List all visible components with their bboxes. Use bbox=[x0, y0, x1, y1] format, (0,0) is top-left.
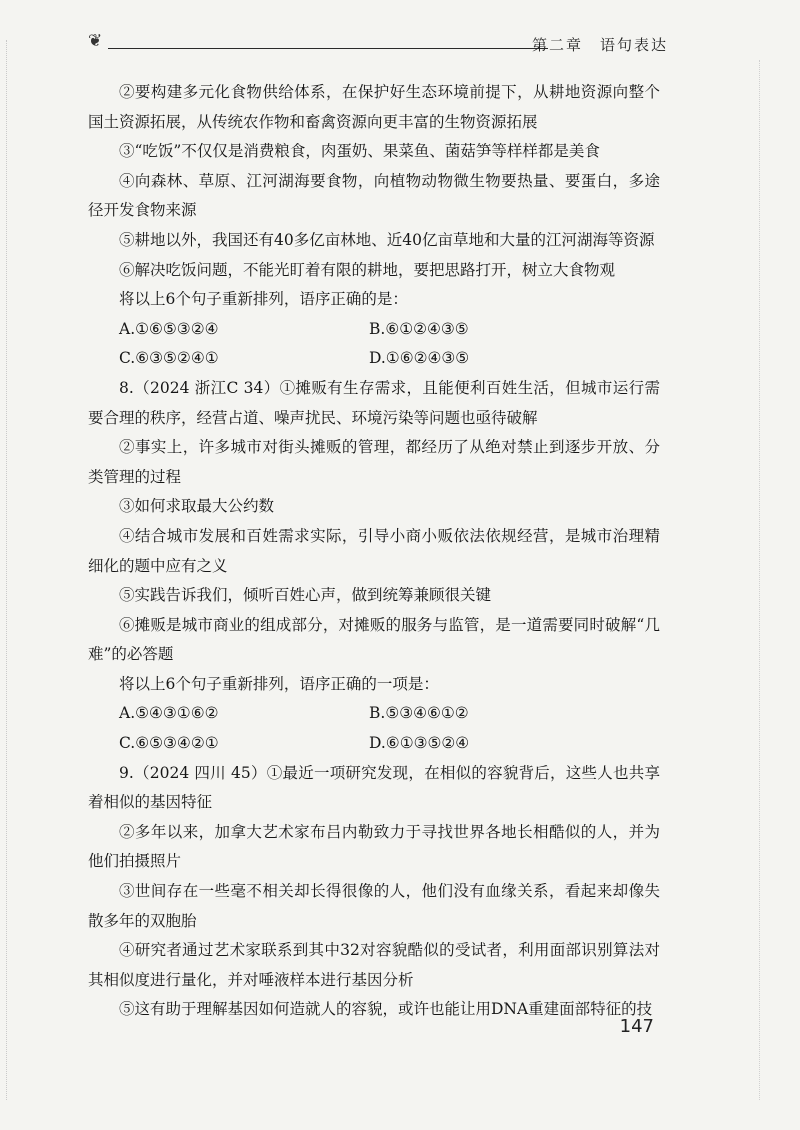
paragraph: ②事实上，许多城市对街头摊贩的管理，都经历了从绝对禁止到逐步开放、分类管理的过程 bbox=[88, 438, 660, 486]
paragraph: ④研究者通过艺术家联系到其中32对容貌酷似的受试者，利用面部识别算法对其相似度进行量化，并对唾液样本进行基因分析 bbox=[88, 941, 660, 989]
leaf-sprout-icon: ❦ bbox=[88, 31, 103, 51]
option-a: A.①⑥⑤③②④ bbox=[119, 319, 219, 338]
question-8-stem: 8.（2024 浙江C 34）①摊贩有生存需求，且能便利百姓生活，但城市运行需要合理的秩序，经营占道、噪声扰民、环境污染等问题也亟待破解 bbox=[88, 378, 660, 427]
paragraph: ⑥解决吃饭问题，不能光盯着有限的耕地，要把思路打开，树立大食物观 bbox=[119, 260, 616, 279]
paragraph: ⑤耕地以外，我国还有40多亿亩林地、近40亿亩草地和大量的江河湖海等资源 bbox=[119, 230, 655, 249]
paragraph: ③“吃饭”不仅仅是消费粮食，肉蛋奶、果菜鱼、菌菇笋等样样都是美食 bbox=[119, 142, 600, 161]
header-rule bbox=[108, 48, 548, 49]
option-a: A.⑤④③①⑥② bbox=[119, 704, 219, 723]
paragraph: ③如何求取最大公约数 bbox=[119, 497, 275, 516]
option-c: C.⑥③⑤②④① bbox=[119, 349, 219, 368]
question-prompt: 将以上6个句子重新排列，语序正确的是： bbox=[119, 290, 408, 309]
paragraph: ②要构建多元化食物供给体系，在保护好生态环境前提下，从耕地资源向整个国土资源拓展，从传统农作物和畜禽资源向更丰富的生物资源拓展 bbox=[88, 83, 660, 131]
page-body bbox=[88, 78, 660, 1025]
option-c: C.⑥⑤③④②① bbox=[119, 734, 219, 753]
paragraph: ⑥摊贩是城市商业的组成部分，对摊贩的服务与监管，是一道需要同时破解“几难”的必答题 bbox=[88, 615, 660, 664]
chapter-title: 第二章 语句表达 bbox=[531, 36, 668, 54]
option-row bbox=[88, 344, 660, 374]
page-number: 147 bbox=[619, 1016, 654, 1037]
paragraph: ⑤这有助于理解基因如何造就人的容貌，或许也能让用DNA重建面部特征的技 bbox=[119, 1000, 653, 1019]
question-9-stem: 9.（2024 四川 45）①最近一项研究发现，在相似的容貌背后，这些人也共享着相似的基因特征 bbox=[88, 763, 660, 812]
paragraph: ③世间存在一些毫不相关却长得很像的人，他们没有血缘关系，看起来却像失散多年的双胞胎 bbox=[88, 882, 660, 930]
option-d: D.①⑥②④③⑤ bbox=[369, 349, 470, 368]
option-row bbox=[88, 729, 660, 759]
option-b: B.⑤③④⑥①② bbox=[369, 704, 469, 723]
scan-edge-right bbox=[759, 60, 760, 1100]
paragraph: ④向森林、草原、江河湖海要食物，向植物动物微生物要热量、要蛋白，多途径开发食物来源 bbox=[88, 171, 660, 220]
running-header bbox=[88, 30, 668, 56]
question-prompt: 将以上6个句子重新排列，语序正确的一项是： bbox=[119, 674, 439, 693]
paragraph: ②多年以来，加拿大艺术家布吕内勒致力于寻找世界各地长相酷似的人，并为他们拍摄照片 bbox=[88, 822, 660, 871]
option-row bbox=[88, 699, 660, 729]
scan-edge-left bbox=[6, 40, 7, 1100]
paragraph: ⑤实践告诉我们，倾听百姓心声，做到统筹兼顾很关键 bbox=[119, 586, 492, 605]
option-d: D.⑥①③⑤②④ bbox=[369, 734, 470, 753]
option-row bbox=[88, 315, 660, 345]
option-b: B.⑥①②④③⑤ bbox=[369, 319, 469, 338]
paragraph: ④结合城市发展和百姓需求实际，引导小商小贩依法依规经营，是城市治理精细化的题中应有之义 bbox=[88, 526, 660, 575]
